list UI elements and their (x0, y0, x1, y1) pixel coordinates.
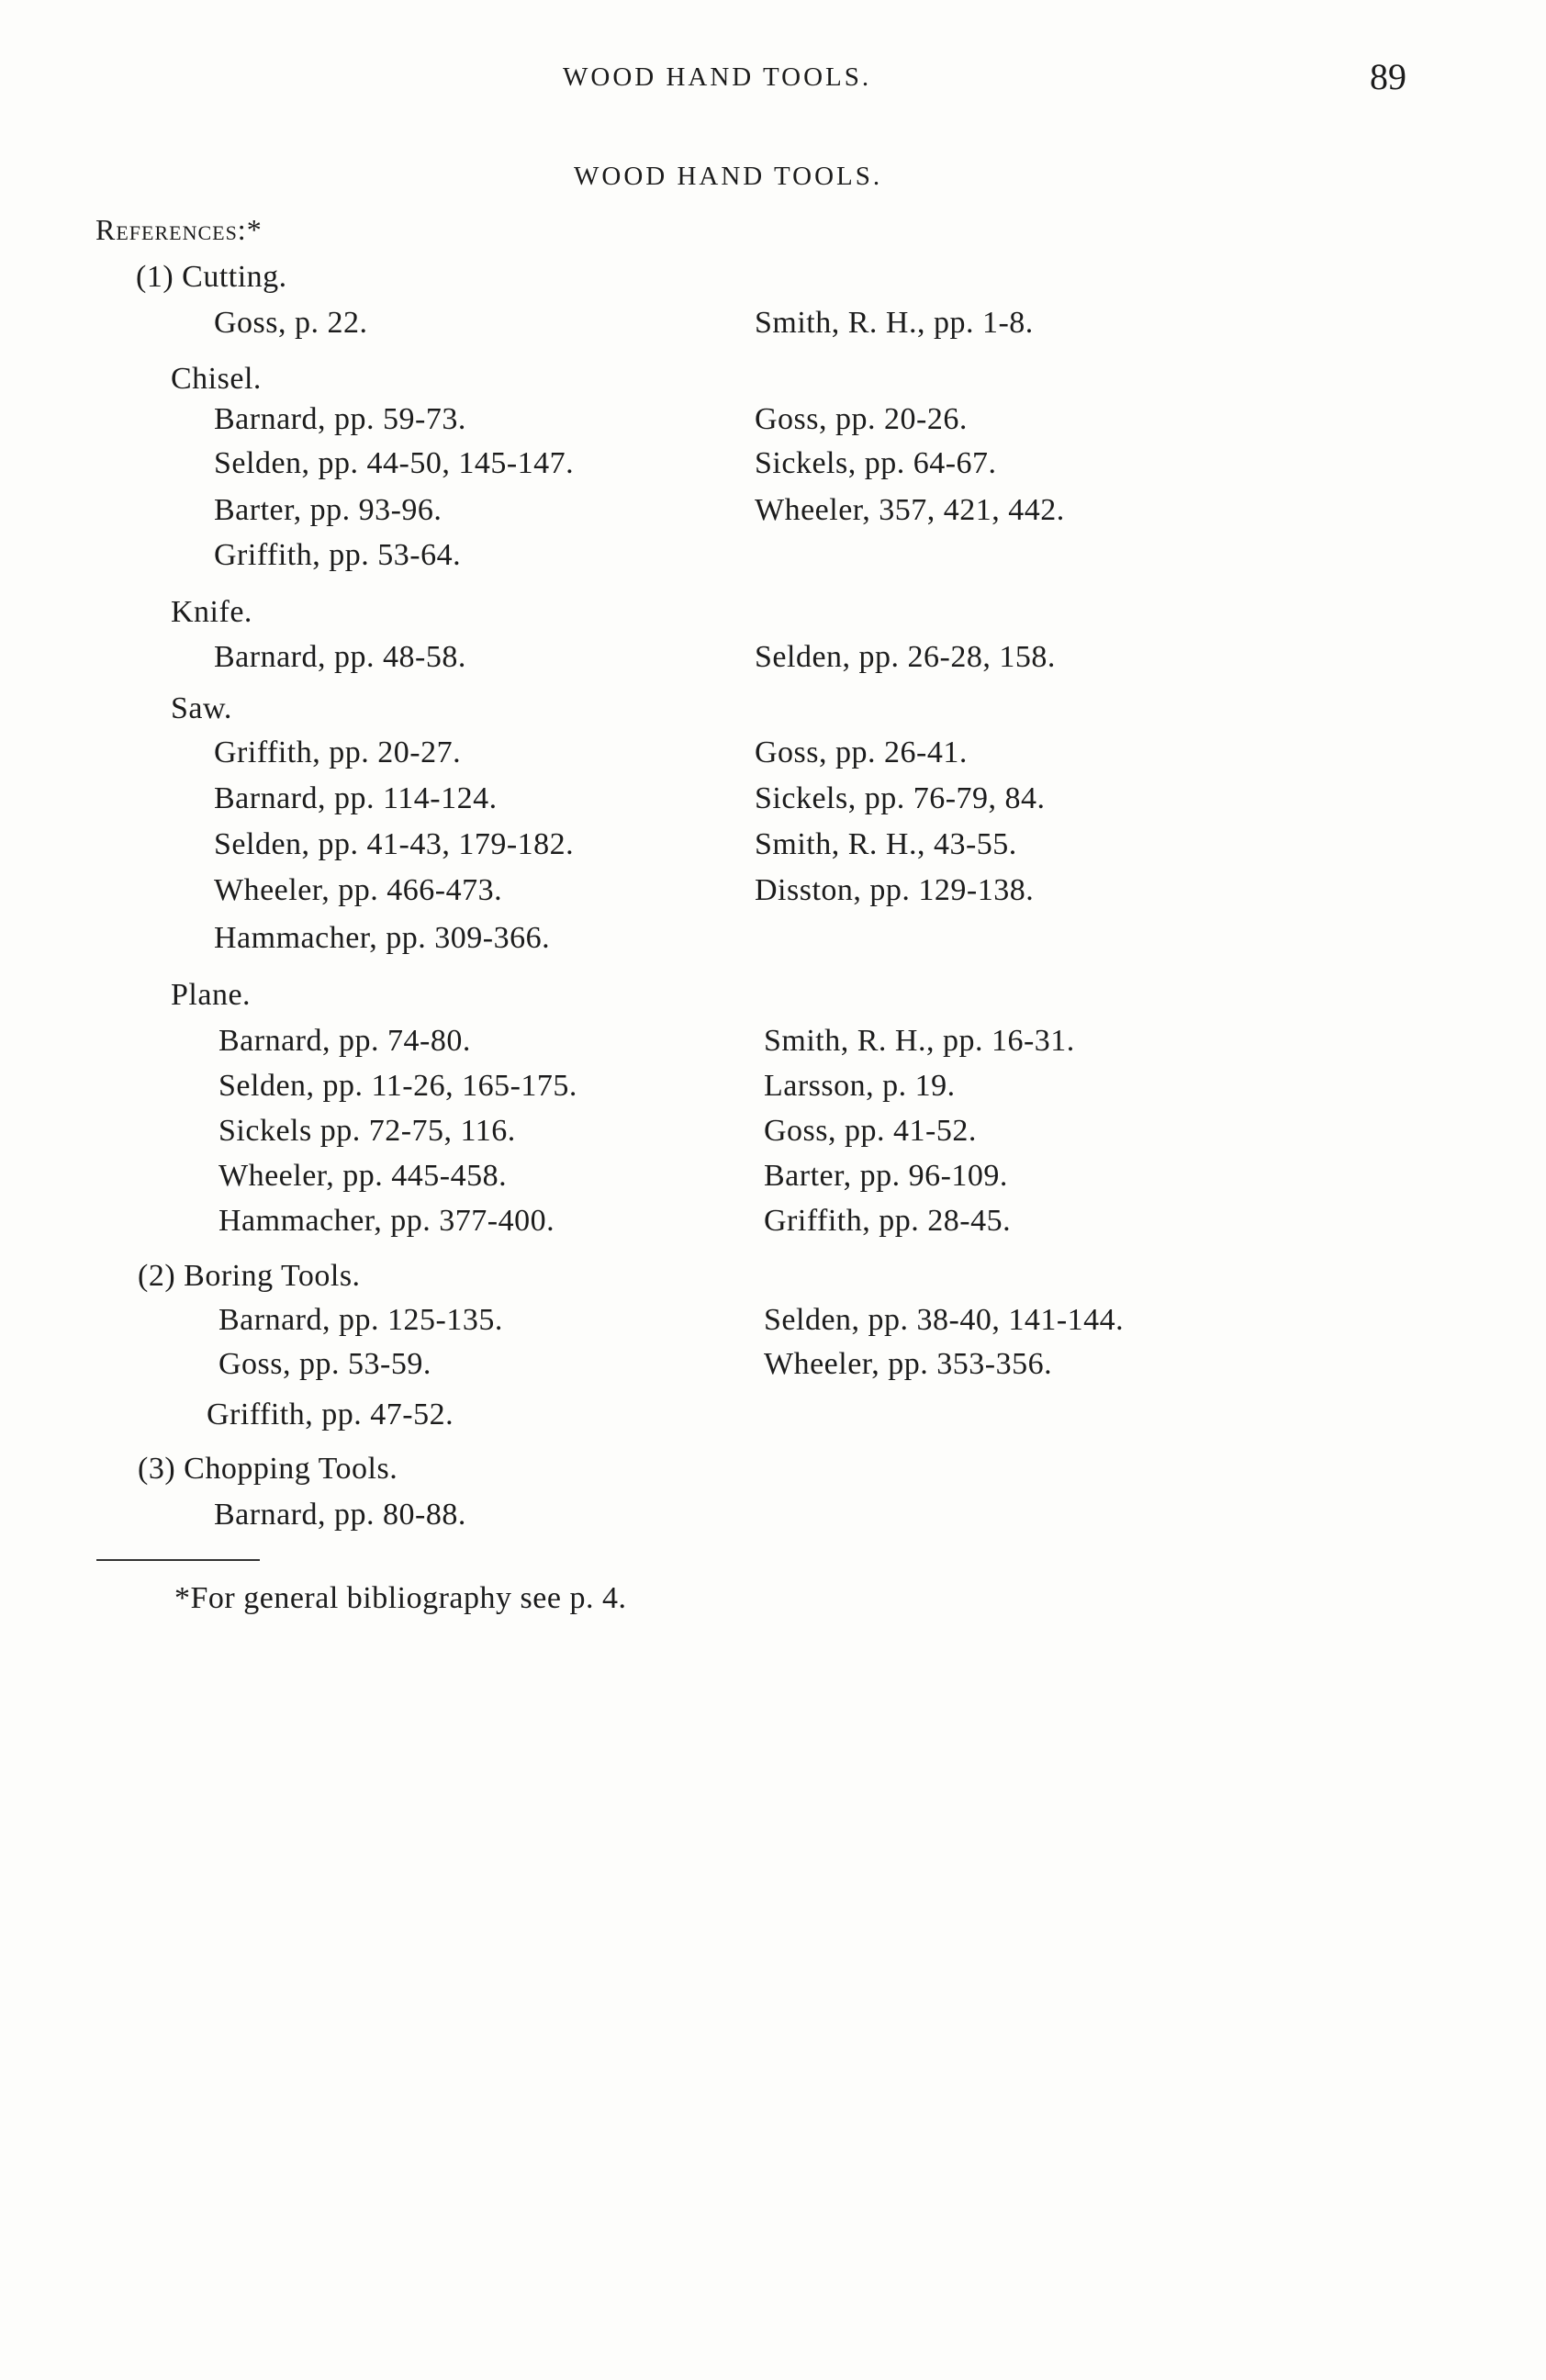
section-heading-boring: (2) Boring Tools. (138, 1259, 361, 1293)
reference-entry: Griffith, pp. 20-27. (214, 735, 462, 769)
reference-entry: Barnard, pp. 48-58. (214, 640, 466, 674)
section-heading-knife: Knife. (171, 595, 252, 629)
reference-entry: Wheeler, pp. 445-458. (218, 1159, 508, 1193)
reference-entry: Hammacher, pp. 377-400. (218, 1204, 555, 1238)
reference-entry: Selden, pp. 38-40, 141-144. (764, 1303, 1125, 1337)
reference-entry: Smith, R. H., 43-55. (755, 827, 1017, 861)
reference-entry: Griffith, pp. 28-45. (764, 1204, 1012, 1238)
reference-entry: Goss, pp. 53-59. (218, 1347, 431, 1381)
reference-entry: Selden, pp. 44-50, 145-147. (214, 446, 575, 480)
reference-entry: Barter, pp. 93-96. (214, 493, 443, 527)
section-heading-saw: Saw. (171, 691, 232, 725)
reference-entry: Selden, pp. 26-28, 158. (755, 640, 1056, 674)
reference-entry: Larsson, p. 19. (764, 1069, 956, 1103)
reference-entry: Wheeler, pp. 466-473. (214, 873, 503, 907)
reference-entry: Griffith, pp. 53-64. (214, 538, 462, 572)
reference-entry: Smith, R. H., pp. 16-31. (764, 1024, 1075, 1058)
reference-entry: Barnard, pp. 74-80. (218, 1024, 471, 1058)
reference-entry: Hammacher, pp. 309-366. (214, 921, 551, 955)
reference-entry: Wheeler, 357, 421, 442. (755, 493, 1065, 527)
reference-entry: Goss, pp. 20-26. (755, 402, 968, 436)
reference-entry: Sickels, pp. 76-79, 84. (755, 781, 1046, 815)
reference-entry: Selden, pp. 41-43, 179-182. (214, 827, 575, 861)
running-title: WOOD HAND TOOLS. (563, 62, 872, 92)
page-title: WOOD HAND TOOLS. (574, 162, 883, 191)
reference-entry: Smith, R. H., pp. 1-8. (755, 306, 1034, 340)
reference-entry: Goss, p. 22. (214, 306, 368, 340)
section-heading-chisel: Chisel. (171, 362, 262, 396)
reference-entry: Barnard, pp. 80-88. (214, 1498, 466, 1532)
reference-entry: Barnard, pp. 125-135. (218, 1303, 503, 1337)
page-number: 89 (1370, 56, 1406, 97)
reference-entry: Goss, pp. 26-41. (755, 735, 968, 769)
reference-entry: Disston, pp. 129-138. (755, 873, 1035, 907)
reference-entry: Goss, pp. 41-52. (764, 1114, 977, 1148)
reference-entry: Barnard, pp. 59-73. (214, 402, 466, 436)
references-label: References:* (95, 213, 263, 246)
reference-entry: Barter, pp. 96-109. (764, 1159, 1008, 1193)
reference-entry: Sickels, pp. 64-67. (755, 446, 997, 480)
section-heading-plane: Plane. (171, 978, 252, 1012)
reference-entry: Griffith, pp. 47-52. (207, 1398, 454, 1431)
reference-entry: Sickels pp. 72-75, 116. (218, 1114, 516, 1148)
reference-entry: Wheeler, pp. 353-356. (764, 1347, 1053, 1381)
section-heading-cutting: (1) Cutting. (136, 260, 287, 294)
footnote: *For general bibliography see p. 4. (174, 1581, 627, 1615)
reference-entry: Selden, pp. 11-26, 165-175. (218, 1069, 577, 1103)
section-heading-chopping: (3) Chopping Tools. (138, 1452, 398, 1486)
footnote-rule (96, 1559, 260, 1561)
reference-entry: Barnard, pp. 114-124. (214, 781, 498, 815)
